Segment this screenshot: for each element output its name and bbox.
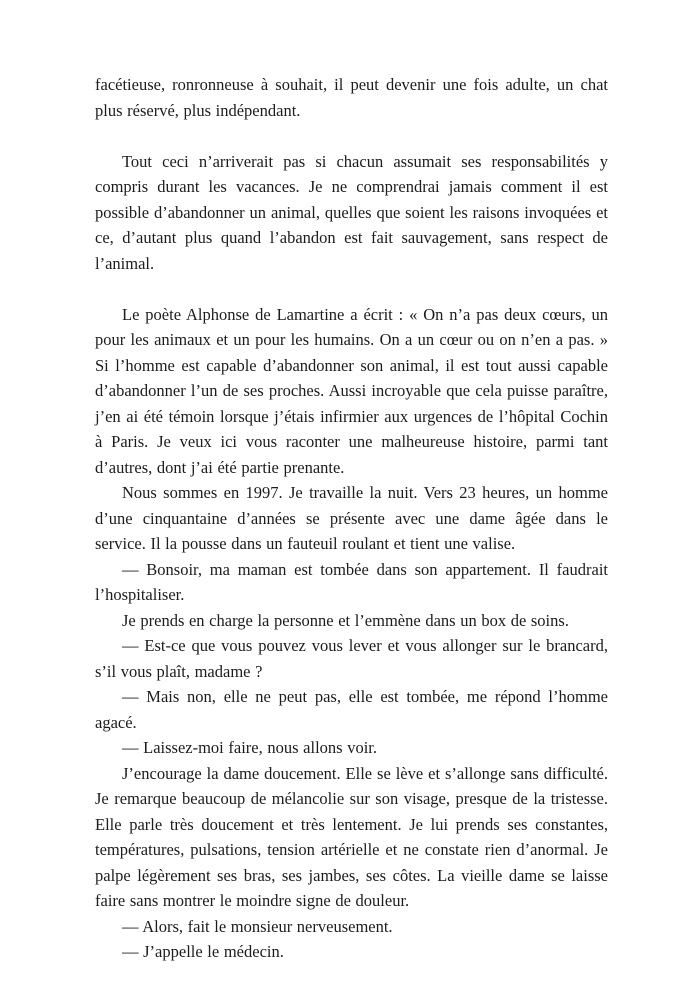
paragraph-dialogue: — J’appelle le médecin. [122,942,284,961]
paragraph-dialogue: — Alors, fait le monsieur nerveusement. [122,916,393,936]
paragraph: J’encourage la dame doucement. Elle se lève et s’allonge sans difficulté. Je remarque beaucoup de mélancolie sur son visage, presque de la tristesse. Elle parle très doucement et très lentement. Je lui prends ses constantes, températures, pulsations, tension artérielle et ne constate rien d’anormal. Je palpe légèrement ses bras, ses jambes, ses côtes. La vieille dame se laisse faire sans montrer le moindre signe de douleur. [95,763,608,910]
paragraph-dialogue: — Bonsoir, ma maman est tombée dans son appartement. Il faudrait l’hospitaliser. [95,559,608,604]
paragraph: Je prends en charge la personne et l’emmène dans un box de soins. [122,610,569,630]
paragraph-dialogue: — Est-ce que vous pouvez vous lever et vous allonger sur le brancard, s’il vous plaît, madame ? [95,636,608,681]
paragraph: Nous sommes en 1997. Je travaille la nuit. Vers 23 heures, un homme d’une cinquantaine d’années se présente avec une dame âgée dans le service. Il la pousse dans un fauteuil roulant et tient une valise. [95,483,608,553]
paragraph-continuation: facétieuse, ronronneuse à souhait, il peut devenir une fois adulte, un chat plus réservé, plus indépendant. [95,75,608,120]
paragraph: Tout ceci n’arriverait pas si chacun assumait ses responsabilités y compris durant les vacances. Je ne comprendrai jamais comment il est possible d’abandonner un animal, quelles que soient les raisons invoquées et ce, d’autant plus quand l’abandon est fait sauvagement, sans respect de l’animal. [95,151,608,273]
paragraph-dialogue: — Mais non, elle ne peut pas, elle est tombée, me répond l’homme agacé. [95,687,608,732]
paragraph: Le poète Alphonse de Lamartine a écrit : « On n’a pas deux cœurs, un pour les animaux et un pour les humains. On a un cœur ou on n’en a pas. » Si l’homme est capable d’abandonner son animal, il est tout aussi capable d’abandonner l’un de ses proches. Aussi incroyable que cela puisse paraître, j’en ai été témoin lorsque j’étais infirmier aux urgences de l’hôpital Cochin à Paris. Je veux ici vous raconter une malheureuse histoire, parmi tant d’autres, dont j’ai été partie prenante. [95,304,608,477]
paragraph-dialogue: — Laissez-moi faire, nous allons voir. [122,738,377,757]
